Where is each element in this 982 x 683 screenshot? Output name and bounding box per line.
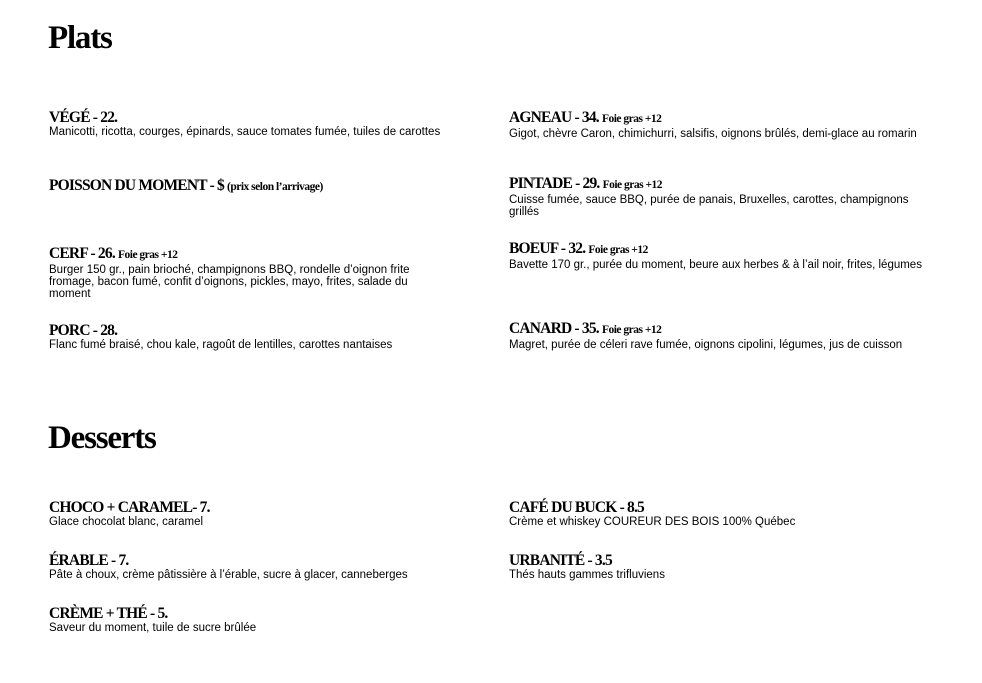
item-name-price: CERF - 26. <box>49 245 115 262</box>
item-name-price: PORC - 28. <box>49 322 118 339</box>
item-description: Magret, purée de céleri rave fumée, oignons cipolini, légumes, jus de cuisson <box>509 339 903 351</box>
item-description: Crème et whiskey COUREUR DES BOIS 100% Québec <box>509 516 796 528</box>
item-title <box>509 175 939 194</box>
item-description: Manicotti, ricotta, courges, épinards, sauce tomates fumée, tuiles de carottes <box>49 126 441 138</box>
dessert-item-urbanite <box>509 552 949 581</box>
menu-item-pintade <box>509 175 939 218</box>
item-title <box>49 109 489 126</box>
item-name-price: CANARD - 35. <box>509 320 599 337</box>
item-title: CAFÉ DU BUCK - 8.5 <box>509 499 644 516</box>
item-title <box>49 322 489 339</box>
dessert-item-creme-the <box>49 605 489 634</box>
item-title <box>509 320 949 339</box>
item-extra-note: Foie gras +12 <box>601 113 662 125</box>
item-title: CRÈME + THÉ - 5. <box>49 605 168 622</box>
menu-item-cerf <box>49 245 449 300</box>
item-extra-note: Foie gras +12 <box>602 179 663 191</box>
item-description: Bavette 170 gr., purée du moment, beure aux herbes & à l’ail noir, frites, légumes <box>509 259 922 271</box>
item-title <box>509 109 939 128</box>
item-description: Saveur du moment, tuile de sucre brûlée <box>49 622 257 634</box>
dessert-item-cafe-du-buck <box>509 499 949 528</box>
dessert-item-erable <box>49 552 489 581</box>
item-extra-note: Foie gras +12 <box>588 244 648 256</box>
menu-item-poisson <box>49 177 489 196</box>
item-description: Burger 150 gr., pain brioché, champignons BBQ, rondelle d’oignon frite fromage, bacon fumé, confit d’oignons, pickles, mayo, frites, salade du moment <box>49 264 410 300</box>
item-name-price: PINTADE - 29. <box>509 175 600 192</box>
menu-item-canard <box>509 320 949 351</box>
item-name-price: POISSON DU MOMENT - $ <box>49 177 224 194</box>
item-description: Glace chocolat blanc, caramel <box>49 516 204 528</box>
item-name-price: BOEUF - 32. <box>509 240 586 257</box>
item-description: Pâte à choux, crème pâtissière à l’érable, sucre à glacer, canneberges <box>49 569 408 581</box>
item-title: CHOCO + CARAMEL- 7. <box>49 499 210 516</box>
dessert-item-choco-caramel <box>49 499 489 528</box>
menu-item-porc <box>49 322 489 351</box>
item-title: ÉRABLE - 7. <box>49 552 129 569</box>
menu-item-agneau <box>509 109 939 140</box>
item-title: URBANITÉ - 3.5 <box>509 552 612 569</box>
item-name-price: AGNEAU - 34. <box>509 109 599 126</box>
item-description: Cuisse fumée, sauce BBQ, purée de panais, Bruxelles, carottes, champignons grillés <box>509 194 909 218</box>
menu-item-boeuf <box>509 240 929 271</box>
item-extra-note: Foie gras +12 <box>601 324 662 336</box>
menu-item-vege <box>49 109 489 138</box>
section-title-desserts: Desserts <box>48 420 156 456</box>
item-extra-note: Foie gras +12 <box>117 249 178 261</box>
item-title <box>49 177 489 196</box>
item-title <box>509 240 929 259</box>
item-description: Flanc fumé braisé, chou kale, ragoût de lentilles, carottes nantaises <box>49 339 393 351</box>
item-name-price: VÉGÉ - 22. <box>49 109 118 126</box>
item-extra-note: (prix selon l’arrivage) <box>227 181 323 193</box>
item-title <box>49 245 449 264</box>
section-title-plats: Plats <box>48 20 112 56</box>
item-description: Gigot, chèvre Caron, chimichurri, salsifis, oignons brûlés, demi-glace au romarin <box>509 128 917 140</box>
item-description: Thés hauts gammes trifluviens <box>509 569 665 581</box>
